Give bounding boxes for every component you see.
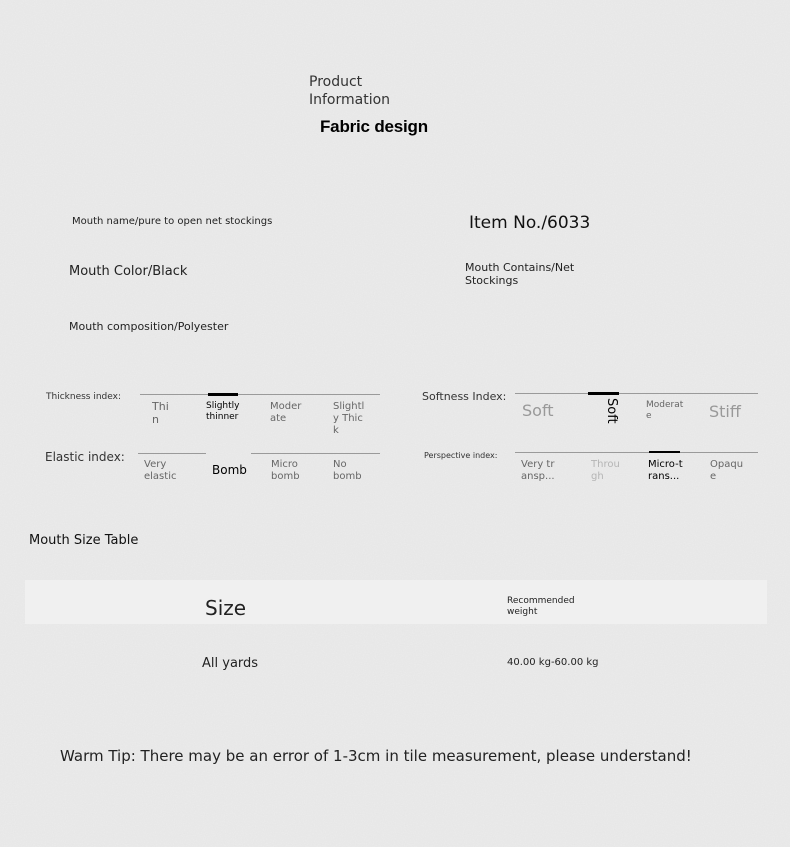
info-contains: Mouth Contains/Net Stockings <box>465 261 575 287</box>
softness-option-moderate: Moderate <box>646 400 684 421</box>
info-composition: Mouth composition/Polyester <box>69 320 229 333</box>
size-table-cell-size: All yards <box>202 656 259 671</box>
size-table-cell-weight: 40.00 kg-60.00 kg <box>507 657 599 668</box>
size-table-column-size: Size <box>205 596 247 620</box>
warm-tip: Warm Tip: There may be an error of 1-3cm in tile measurement, please understand! <box>60 747 692 765</box>
elastic-option-very-elastic: Very elastic <box>144 459 177 482</box>
perspective-option-very-transparent: Very transp... <box>521 459 555 482</box>
thickness-option-slightly-thick: Slightly Thick <box>333 401 365 436</box>
perspective-option-micro-transparent: Micro-trans... <box>648 459 683 482</box>
perspective-option-opaque: Opaque <box>710 459 744 482</box>
softness-selected-marker <box>588 392 619 395</box>
perspective-selected-marker <box>649 451 680 453</box>
elastic-scale-line-right <box>251 453 380 454</box>
elastic-option-micro-bomb: Micro bomb <box>271 459 300 482</box>
header-title-line-2: Information <box>309 92 391 108</box>
size-table-title: Mouth Size Table <box>29 533 139 548</box>
softness-option-soft: Soft <box>522 402 554 420</box>
thickness-scale-line <box>140 394 380 395</box>
info-name: Mouth name/pure to open net stockings <box>72 216 273 227</box>
perspective-index-label: Perspective index: <box>424 451 498 460</box>
header-title <box>309 73 390 109</box>
header-subtitle: Fabric design <box>320 117 428 136</box>
size-table-column-weight: Recommended weight <box>507 596 575 617</box>
softness-option-soft-selected: Soft <box>604 398 619 424</box>
elastic-option-no-bomb: No bomb <box>333 459 362 482</box>
thickness-option-slightly-thinner: Slightly thinner <box>206 401 240 422</box>
perspective-option-through: Through <box>591 459 620 482</box>
size-table-header-row <box>25 580 767 624</box>
softness-scale-line <box>515 393 758 394</box>
thickness-option-thin: Thin <box>152 400 169 426</box>
elastic-option-bomb: Bomb <box>212 464 247 476</box>
perspective-scale-line <box>515 452 758 453</box>
thickness-selected-marker <box>208 393 238 396</box>
elastic-index-label: Elastic index: <box>45 450 125 464</box>
softness-option-stiff: Stiff <box>709 403 741 421</box>
thickness-option-moderate: Moderate <box>270 401 302 424</box>
header-title-line-1: Product <box>309 74 363 90</box>
softness-index-label: Softness Index: <box>422 390 507 403</box>
thickness-index-label: Thickness index: <box>46 392 121 402</box>
info-item-no: Item No./6033 <box>469 213 591 233</box>
info-color: Mouth Color/Black <box>69 264 188 279</box>
elastic-scale-line-left <box>138 453 206 454</box>
